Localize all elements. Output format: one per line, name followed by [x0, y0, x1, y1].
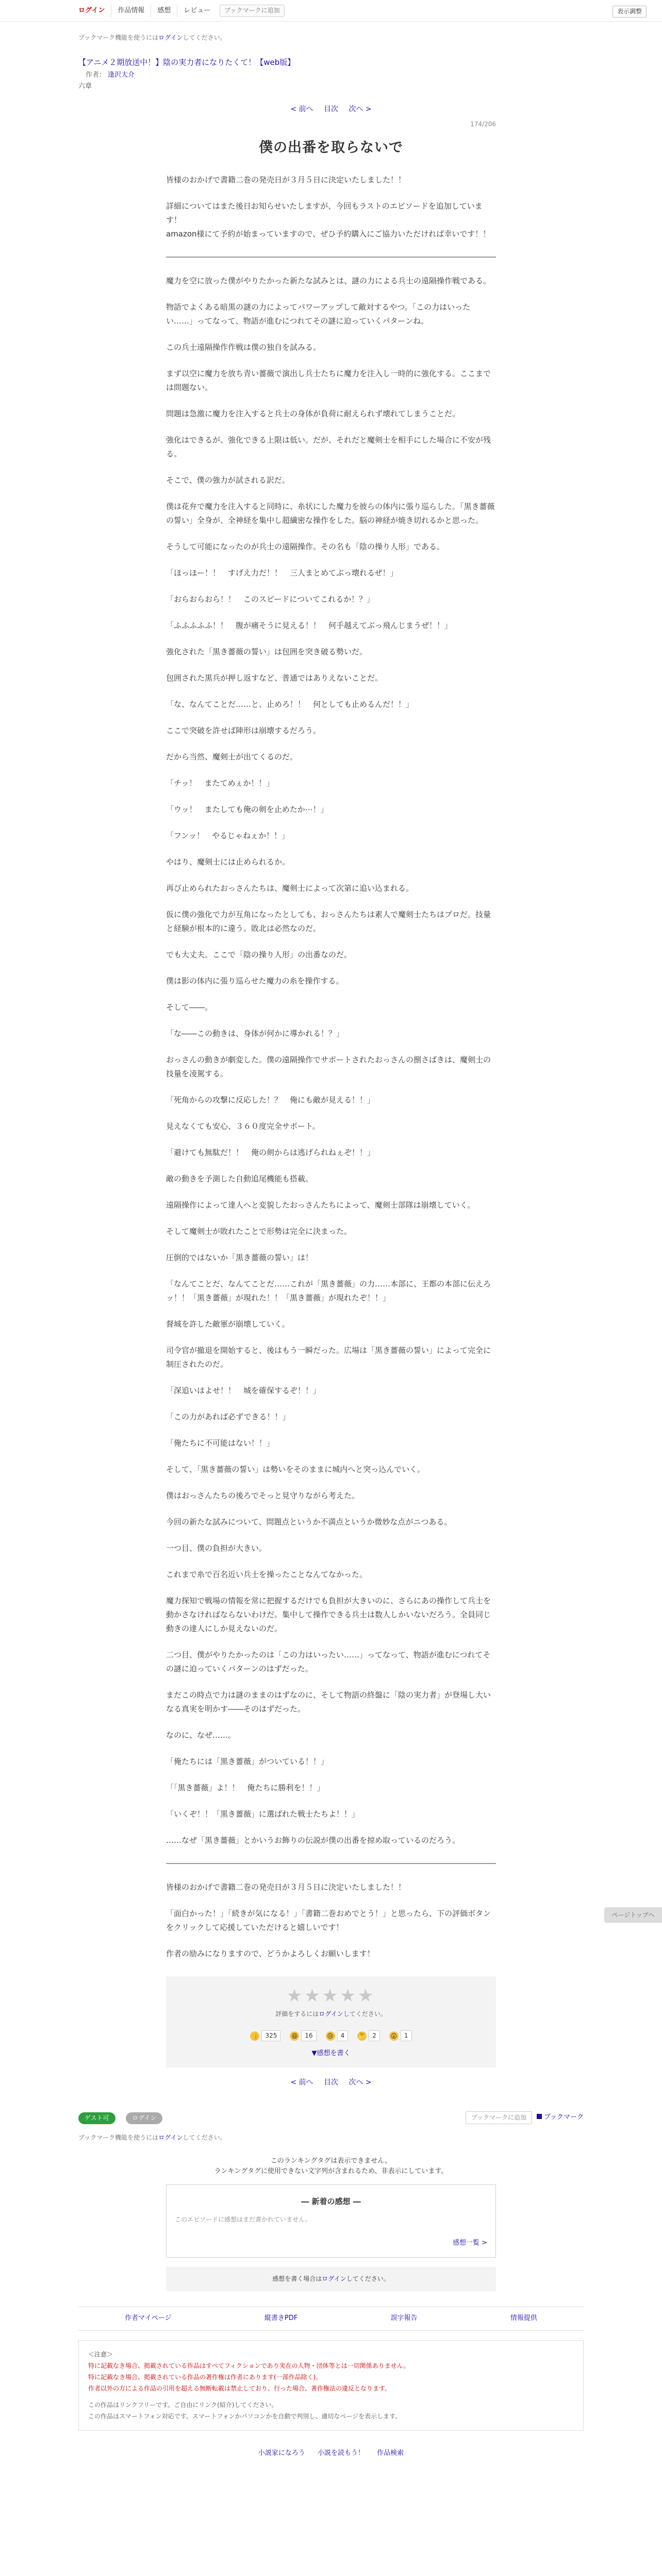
body-paragraph: そして、「黒き薔薇の誓い」は勢いをそのままに城内へと突っ込んでいく。: [166, 1464, 425, 1474]
rating-note: [166, 2009, 496, 2019]
body-paragraph: 魔力を空に放った僕がやりたかった新たな試みとは、謎の力による兵士の遠隔操作戦である。: [166, 276, 491, 285]
info-provide-link[interactable]: 情報提供: [510, 2314, 537, 2323]
footer-menu: [78, 2448, 584, 2459]
body-paragraph: 司令官が撤退を開始すると、後はもう一瞬だった。広場は「黒き薔薇の誓い」によって完全に制圧されたのだ。: [166, 1345, 491, 1369]
body-paragraph: 「深追いはよせ！！ 城を確保するぞ！！」: [166, 1385, 321, 1395]
footer-yomou-link[interactable]: 小説を読もう！: [317, 2449, 365, 2458]
pager-bottom: [166, 2077, 496, 2088]
ranking-note-line-1: このランキングタグは表示できません。: [270, 2157, 392, 2165]
body-paragraph: そして――。: [166, 1002, 213, 1012]
afterword-paragraph: 皆様のおかげで書籍二巻の発売日が３月５日に決定いたしました！！: [166, 1882, 406, 1892]
reaction-count: 4: [337, 2030, 349, 2041]
notice-info-line: この作品はリンクフリーです。ご自由にリンク(紹介)してください。: [88, 2401, 278, 2409]
write-impression-link[interactable]: ▼感想を書く: [311, 2049, 351, 2058]
notice-box: [78, 2340, 584, 2431]
body-paragraph: 「避けても無駄だ！！ 俺の剣からは逃げられねぇぞ！！」: [166, 1147, 375, 1157]
reaction-emoji-icon: 😮: [389, 2031, 399, 2041]
lower-toolbar: [78, 2110, 584, 2126]
review-link[interactable]: レビュー: [184, 7, 211, 14]
typo-report-link[interactable]: 誤字報告: [390, 2314, 418, 2323]
afterword-paragraph: 「面白かった！」「続きが気になる！」「書籍二巻おめでとう！」と思ったら、下の評価ボタンをクリックして応援していただけると嬉しいです！: [166, 1908, 491, 1932]
add-bookmark-button[interactable]: ブックマークに追加: [220, 5, 284, 16]
body-paragraph: 敵の動きを予測した自動追尾機能も搭載。: [166, 1174, 313, 1183]
body-paragraph: 僕は花弁で魔力を注入すると同時に、糸状にした魔力を彼らの体内に張り巡らした。「黒き薔薇の誓い」全身が、全神経を集中し超繊密な操作をした。脳の神経が焼き切れるかと思った。: [166, 501, 495, 525]
body-paragraph: 僕はおっさんたちの後ろでそっと見守りながら考えた。: [166, 1490, 359, 1500]
rating-login-link[interactable]: ログイン: [319, 2010, 343, 2018]
body-paragraph: 「なんてことだ、なんてことだ……これが「黒き薔薇」の力……本部に、王都の本部に伝えろッ！！「黒き薔薇」が現れた！！「黒き薔薇」が現れたぞ！！」: [166, 1279, 491, 1302]
chapter-title: 僕の出番を取らないで: [259, 139, 403, 156]
body-paragraph: 見えなくても安心、３６０度完全サポート。: [166, 1121, 320, 1131]
body-paragraph: 一つ目、僕の負担が大きい。: [166, 1543, 267, 1553]
body-paragraph: 「おらおらおら！！ このスピードについてこれるか！？」: [166, 594, 375, 604]
work-info-link[interactable]: 作品情報: [111, 5, 151, 17]
preface-paragraph: 皆様のおかげで書籍二巻の発売日が３月５日に決定いたしました！！: [166, 175, 406, 184]
toc-link-bottom[interactable]: 目次: [324, 2078, 338, 2087]
body-paragraph: 物語でよくある暗黒の謎の力によってパワーアップして敵対するやつ。「この力はいったい……」ってなって、物語が進むにつれてその謎に迫っていくパターンね。: [166, 302, 471, 326]
impressions-empty: このエピソードに感想はまだ書かれていません。: [175, 2216, 311, 2224]
chapter-number: 174/206: [470, 120, 496, 128]
notice-suffix: してください。: [183, 34, 226, 41]
notice-login-link[interactable]: ログイン: [158, 34, 183, 41]
reaction-emoji-icon: 🤔: [358, 2032, 366, 2040]
body-paragraph: でも大丈夫。ここで「陰の操り人形」の出番なのだ。: [166, 950, 352, 959]
impression-login-suffix: してください。: [346, 2275, 390, 2283]
body-paragraph: これまで糸で百名近い兵士を操ったことなんてなかった。: [166, 1569, 368, 1579]
afterword-divider: [166, 1863, 496, 1864]
reaction-button[interactable]: [326, 2030, 349, 2041]
body-paragraph: 「俺たちに不可能はない！！」: [166, 1438, 275, 1448]
reaction-count: 2: [369, 2030, 380, 2041]
body-paragraph: 強化された「黒き薔薇の誓い」は包囲を突き破る勢いだ。: [166, 647, 368, 656]
body-paragraph: 「俺たちには「黒き薔薇」がついている！！」: [166, 1756, 329, 1766]
afterword-paragraph: 作者の励みになりますので、どうかよろしくお願いします！: [166, 1948, 375, 1958]
chapter-group: 六章: [78, 82, 92, 91]
reaction-count: 16: [301, 2030, 316, 2041]
notice-warning-line: 特に記載なき場合、掲載されている作品はすべてフィクションであり実在の人物・団体等とは一切関係ありません。: [88, 2362, 410, 2370]
impression-login-link[interactable]: ログイン: [322, 2275, 346, 2283]
next-link[interactable]: 次へ >: [349, 105, 372, 114]
vertical-pdf-link[interactable]: 縦書きPDF: [264, 2314, 298, 2323]
impression-login-notice: [166, 2267, 496, 2291]
body-paragraph: 問題は急激に魔力を注入すると兵士の身体が負荷に耐えられず壊れてしまうことだ。: [166, 409, 460, 418]
prev-link-bottom[interactable]: < 前へ: [290, 2078, 313, 2087]
login-badge[interactable]: ログイン: [126, 2112, 162, 2124]
body-paragraph: 二つ目、僕がやりたかったのは「この力はいったい……」ってなって、物語が進むにつれてその謎に迫っていくパターンのはずだった。: [166, 1650, 491, 1673]
body-paragraph: おっさんの動きが劇変した。僕の遠隔操作でサポートされたおっさんの捌さばきは、魔剣士の技量を凌駕する。: [166, 1055, 491, 1078]
reaction-button[interactable]: [357, 2030, 380, 2041]
body-paragraph: 強化はできるが、強化できる上限は低い。だが、それだと魔剣士を相手にした場合に不安が残る。: [166, 435, 491, 459]
reaction-count: 1: [401, 2030, 412, 2041]
reaction-list: [166, 2030, 496, 2041]
preface-divider: [166, 257, 496, 258]
notice-bottom-login-link[interactable]: ログイン: [158, 2133, 183, 2141]
body-paragraph: 遠隔操作によって達人へと変貌したおっさんたちによって、魔剣士部隊は崩壊していく。: [166, 1200, 475, 1210]
body-paragraph: 「な、なんてことだ……と、止めろ！！ 何としても止めるんだ！！」: [166, 699, 414, 709]
body-paragraph: 圧倒的ではないか「黒き薔薇の誓い」は！: [166, 1252, 313, 1262]
footer-syosetu-link[interactable]: 小説家になろう: [258, 2449, 305, 2458]
header-nav: [78, 0, 217, 22]
preface-paragraph: 詳細についてはまた後日お知らせいたしますが、今回もラストのエピソードを追加しています！ amazon様にて予約が始まっていますので、ぜひ予約購入にご協力いただければ幸いです！！: [166, 201, 491, 239]
rating-note-text: 評価をするには: [275, 2010, 319, 2018]
body-paragraph: 督城を許した敵軍が崩壊していく。: [166, 1319, 290, 1329]
novel-body: [166, 120, 496, 1961]
work-title-link[interactable]: 【アニメ２期放送中！】陰の実力者になりたくて！【web版】: [78, 58, 295, 67]
impressions-title: ― 新着の感想 ―: [301, 2197, 361, 2207]
body-paragraph: 「フンッ！ やるじゃねぇか！！」: [166, 831, 290, 840]
notice-info-line: この作品はスマートフォン対応です。スマートフォンかパソコンかを自動で判別し、適切なページを表示します。: [88, 2413, 402, 2420]
author-mypage-link[interactable]: 作者マイページ: [125, 2314, 172, 2323]
guest-badge[interactable]: ゲスト可: [78, 2112, 115, 2124]
body-paragraph: 魔力探知で戦場の情報を常に把握するだけでも負担が大きいのに、さらにあの操作して兵士を動かさなければならないわけだ。集中して操作できる兵士は数人しかいないだろう。全員同じ動きの達人にしか見えないのだ。: [166, 1596, 491, 1633]
impressions-list-link[interactable]: 感想一覧 >: [452, 2239, 487, 2247]
bookmark-login-notice: [78, 33, 584, 43]
rating-box: [166, 1976, 496, 2067]
ranking-note-line-2: ランキングタグに使用できない文字列が含まれるため、非表示にしています。: [214, 2167, 448, 2176]
body-paragraph: そこで、僕の強力が試される訳だ。: [166, 475, 290, 485]
afterword: [166, 1880, 496, 1961]
reaction-emoji-icon: 😆: [290, 2031, 299, 2041]
reaction-button[interactable]: [389, 2030, 412, 2041]
login-link[interactable]: ログイン: [78, 5, 111, 17]
bookmark-add-button-bottom[interactable]: ブックマークに追加: [466, 2111, 532, 2124]
next-link-bottom[interactable]: 次へ >: [349, 2078, 372, 2087]
bookmark-label: ブックマーク: [543, 2113, 584, 2121]
body-paragraph: この兵士遠隔操作作戦は僕の独自を試みる。: [166, 342, 321, 352]
reaction-emoji-icon: 😢: [326, 2031, 335, 2041]
work-author: [78, 70, 584, 81]
reaction-count: 325: [261, 2030, 280, 2041]
reaction-button[interactable]: [290, 2030, 316, 2041]
body-paragraph: だから当然、魔剣士が出てくるのだ。: [166, 752, 298, 761]
site-header: [0, 0, 662, 22]
body-paragraph: 「この力があれば必ずできる！！」: [166, 1412, 290, 1421]
impression-login-prefix: 感想を書く場合は: [272, 2275, 322, 2283]
author-label: 作者：: [86, 71, 106, 79]
rating-note-suffix: してください。: [343, 2010, 387, 2018]
body-paragraph: 「チッ！ またてめぇか！！」: [166, 778, 274, 788]
body-paragraph: そして魔剣士が敗れたことで形勢は完全に決まった。: [166, 1226, 352, 1236]
body-paragraph: 「な――この動きは、身体が何かに導かれる！？」: [166, 1028, 344, 1038]
pager-top: [166, 104, 496, 115]
body-paragraph: 僕は影の体内に張り巡らせた魔力の糸を操作する。: [166, 976, 344, 986]
body-paragraph: そうして可能になったのが兵士の遠隔操作。その名も「陰の操り人形」である。: [166, 541, 445, 551]
display-settings-button[interactable]: 表示調整: [613, 6, 647, 18]
notice-bottom-prefix: ブックマーク機能を使うには: [78, 2133, 159, 2141]
body-paragraph: やはり、魔剣士には止められるか。: [166, 857, 290, 867]
prev-link[interactable]: < 前へ: [290, 105, 313, 114]
toc-link[interactable]: 目次: [324, 105, 338, 114]
reaction-button[interactable]: [250, 2030, 280, 2041]
body-paragraph: 「死角からの攻撃に反応した！？ 俺にも敵が見える！！」: [166, 1095, 375, 1105]
footer-search-link[interactable]: 作品検索: [377, 2449, 404, 2458]
new-impressions: [166, 2184, 496, 2258]
body-paragraph: ……なぜ「黒き薔薇」とかいうお飾りの伝説が僕の出番を掠め取っているのだろう。: [166, 1835, 460, 1845]
body-paragraph: 今回の新たな試みについて、問題点というか不満点というか微妙な点がニつある。: [166, 1517, 452, 1527]
notice-prefix: ブックマーク機能を使うには: [78, 34, 159, 41]
work-header: [78, 56, 584, 92]
notice-warning-line: 作者以外の方による作品の引用を超える無断転載は禁止しており、行った場合、著作権法の違反となります。: [88, 2385, 391, 2393]
bookmark-icon: [537, 2114, 542, 2119]
preface: [166, 173, 496, 241]
body-paragraph: まだこの時点で力は謎のままのはずなのに、そして物語の終盤に「陰の実力者」が登場し大いなる真実を明かす――そのはずだった。: [166, 1690, 491, 1714]
body-paragraph: なのに、なぜ……。: [166, 1730, 236, 1740]
bookmark-link[interactable]: [537, 2112, 584, 2123]
rating-stars[interactable]: ★★★★★: [286, 1985, 376, 2006]
impression-link[interactable]: 感想: [151, 5, 177, 17]
body-paragraph: 「いくぞ！！「黒き薔薇」に選ばれた戦士たちよ！！」: [166, 1809, 360, 1819]
notice-bottom-suffix: してください。: [183, 2133, 226, 2141]
bookmark-login-notice-bottom: [78, 2133, 584, 2143]
body-paragraph: 包囲された黒兵が押し返すなど、普通ではありえないことだ。: [166, 673, 383, 683]
reaction-emoji-icon: 👍: [251, 2032, 259, 2040]
body-paragraph: まず以空に魔力を放ち青い薔薇で演出し兵士たちに魔力を注入し一時的に強化する。ここまでは問題ない。: [166, 368, 491, 392]
page-top-button[interactable]: ページトップへ: [604, 1907, 662, 1923]
body-paragraph: 「ふふふふふ！！ 腹が痛そうに見える！！ 何手越えてぶっ飛んじまうぜ！！」: [166, 620, 453, 630]
ranking-tag-note: [166, 2156, 496, 2178]
body-paragraph: 仮に僕の強化で力が互角になったとしても、おっさんたちは素人で魔剣士たちはプロだ。技量と経験が根本的に違う。敗北は必然なのだ。: [166, 909, 491, 933]
main-text: [166, 274, 496, 1848]
body-paragraph: 再び止められたおっさんたちは、魔剣士によって次第に追い込まれる。: [166, 883, 414, 893]
body-paragraph: 「ほっほー！！ すげえ力だ！！ 三人まとめてぶっ壊れるぜ！」: [166, 568, 398, 578]
body-paragraph: 「ウッ！ またしても俺の剣を止めたか⋯！」: [166, 804, 328, 814]
notice-head: ＜注意＞: [88, 2351, 113, 2359]
body-paragraph: ここで突破を許せば陣形は崩壊するだろう。: [166, 725, 321, 735]
body-paragraph: 「「黒き薔薇」よ！！ 俺たちに勝利を！！」: [166, 1783, 325, 1792]
author-link[interactable]: 逢沢大介: [108, 71, 135, 79]
notice-warning-line: 特に記載なき場合、掲載されている作品の著作権は作者にあります(一部作品除く)。: [88, 2374, 322, 2381]
work-footer-links: [78, 2307, 584, 2331]
